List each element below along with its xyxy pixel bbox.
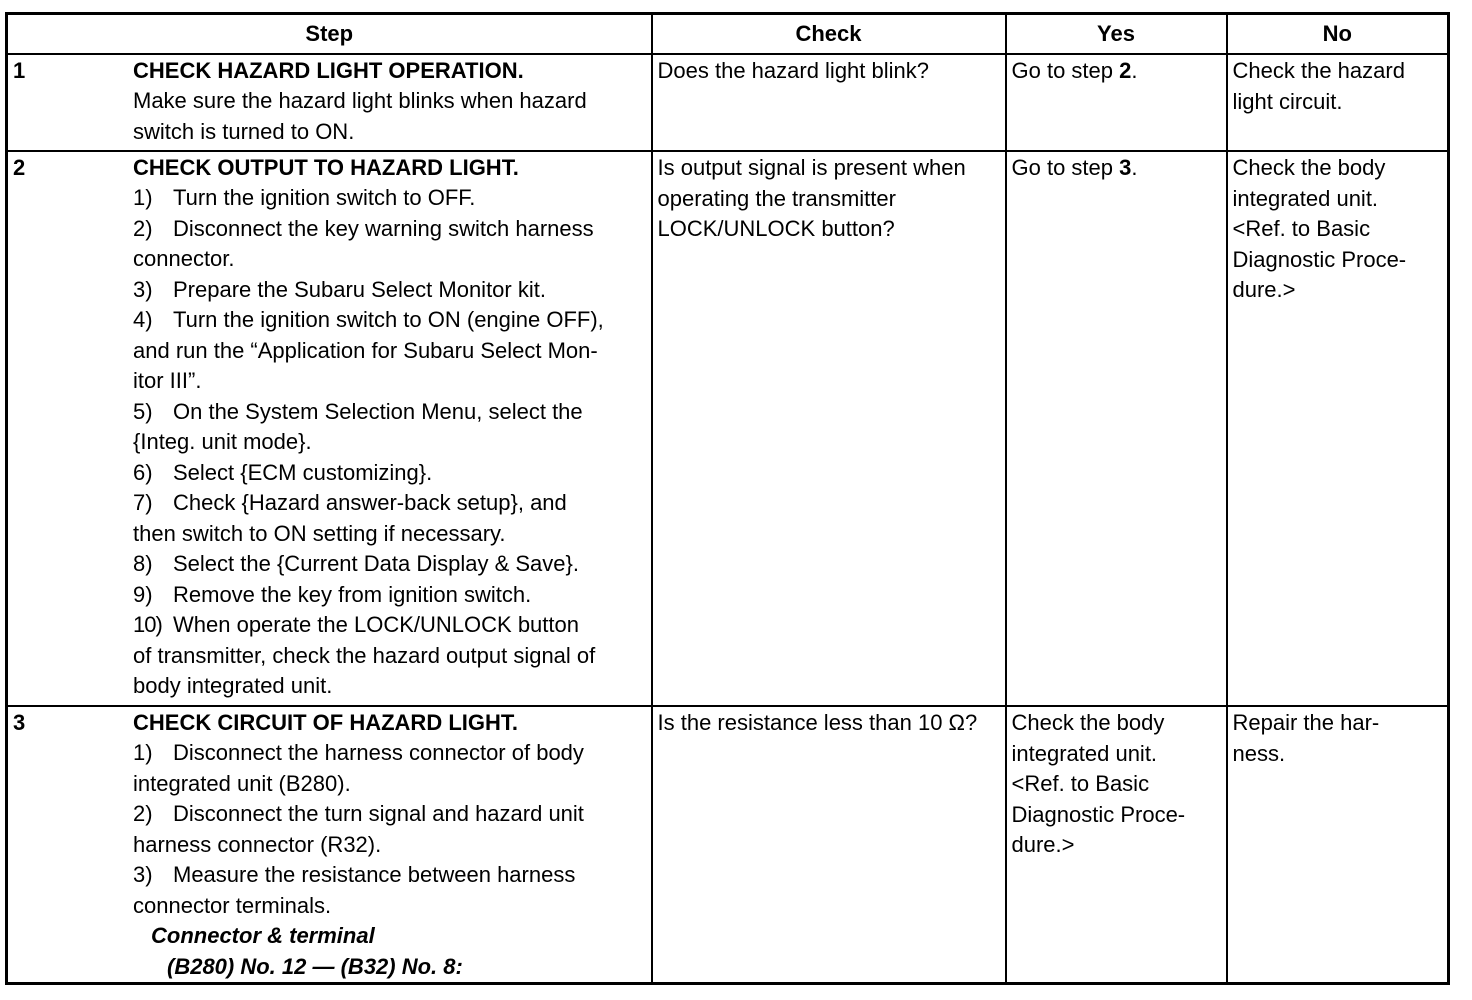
yes-cell [1006,54,1227,151]
substep-8: 8) Select the {Current Data Display & Save}. [133,551,579,576]
yes-cell [1006,151,1227,706]
yes-suffix: . [1131,155,1138,180]
substep-4-cont: itor III”. [133,368,202,393]
yes-text: Go to step [1011,58,1120,83]
substep-1: 1) Disconnect the harness connector of body [133,740,584,765]
step-number: 2 [13,155,26,180]
substep-3: 3) Prepare the Subaru Select Monitor kit. [133,276,546,302]
step-cell [7,54,652,151]
no-cell [1227,706,1449,984]
step-text: Make sure the hazard light blinks when hazard [133,88,587,113]
step-title: CHECK OUTPUT TO HAZARD LIGHT. [133,154,519,180]
step-cell [7,706,652,984]
substep-2-cont: connector. [133,246,235,271]
no-text: light circuit. [1232,88,1343,114]
substep-4-cont: and run the “Application for Subaru Select Mon- [133,337,598,363]
substep-2: 2) Disconnect the key warning switch harness [133,215,594,241]
connector-label: Connector & terminal [151,923,375,948]
step-number: 1 [13,58,26,83]
substep-3: 3) Measure the resistance between harness [133,862,576,887]
no-text: integrated unit. [1232,185,1379,211]
step-cell [7,151,652,706]
no-text: Diagnostic Proce- [1232,246,1407,272]
yes-step-link: 3 [1119,155,1132,180]
check-text: LOCK/UNLOCK button? [657,216,895,241]
substep-4: 4) Turn the ignition switch to ON (engine OFF), [133,307,604,332]
yes-text: dure.> [1011,832,1075,857]
no-text: Repair the har- [1232,710,1380,735]
header-no: No [1227,14,1449,55]
yes-text: Check the body [1011,710,1165,735]
diagnostic-table [5,12,1450,985]
table-row [7,54,1449,151]
check-cell [652,151,1006,706]
yes-cell [1006,706,1227,984]
substep-5-cont: {Integ. unit mode}. [133,429,312,454]
no-text: <Ref. to Basic [1232,216,1371,241]
header-check: Check [652,14,1006,55]
no-text: dure.> [1232,277,1296,302]
table-row [7,706,1449,984]
step-title: CHECK CIRCUIT OF HAZARD LIGHT. [133,709,518,735]
no-text: ness. [1232,740,1286,766]
check-cell [652,54,1006,151]
substep-10: 10) When operate the LOCK/UNLOCK button [133,612,579,637]
yes-text: Go to step [1011,155,1120,180]
yes-text: integrated unit. [1011,740,1158,766]
yes-text: Diagnostic Proce- [1011,801,1186,827]
check-text: operating the transmitter [657,185,896,211]
substep-7-cont: then switch to ON setting if necessary. [133,520,506,546]
check-text: Is the resistance less than 10 Ω? [657,710,978,735]
no-text: Check the hazard [1232,58,1405,83]
check-cell [652,706,1006,984]
substep-6: 6) Select {ECM customizing}. [133,459,433,485]
yes-text: <Ref. to Basic [1011,771,1150,796]
substep-3-cont: connector terminals. [133,892,332,918]
check-text: Does the hazard light blink? [657,58,929,83]
substep-1: 1) Turn the ignition switch to OFF. [133,185,476,210]
table-row [7,151,1449,706]
yes-step-link: 2 [1119,58,1132,83]
connector-value: (B280) No. 12 — (B32) No. 8: [167,953,463,979]
substep-5: 5) On the System Selection Menu, select the [133,398,583,424]
step-text: switch is turned to ON. [133,118,355,144]
header-yes: Yes [1006,14,1227,55]
no-cell [1227,151,1449,706]
substep-1-cont: integrated unit (B280). [133,770,351,796]
yes-suffix: . [1131,58,1138,83]
substep-7: 7) Check {Hazard answer-back setup}, and [133,490,567,515]
step-title: CHECK HAZARD LIGHT OPERATION. [133,57,524,83]
substep-10-cont: of transmitter, check the hazard output signal of [133,642,596,668]
substep-10-cont: body integrated unit. [133,673,333,698]
step-number: 3 [13,710,26,735]
no-cell [1227,54,1449,151]
substep-2: 2) Disconnect the turn signal and hazard unit [133,801,584,826]
substep-9: 9) Remove the key from ignition switch. [133,581,532,607]
check-text: Is output signal is present when [657,155,966,180]
substep-2-cont: harness connector (R32). [133,831,382,857]
header-row [7,14,1449,55]
header-step: Step [7,14,652,55]
no-text: Check the body [1232,155,1386,180]
